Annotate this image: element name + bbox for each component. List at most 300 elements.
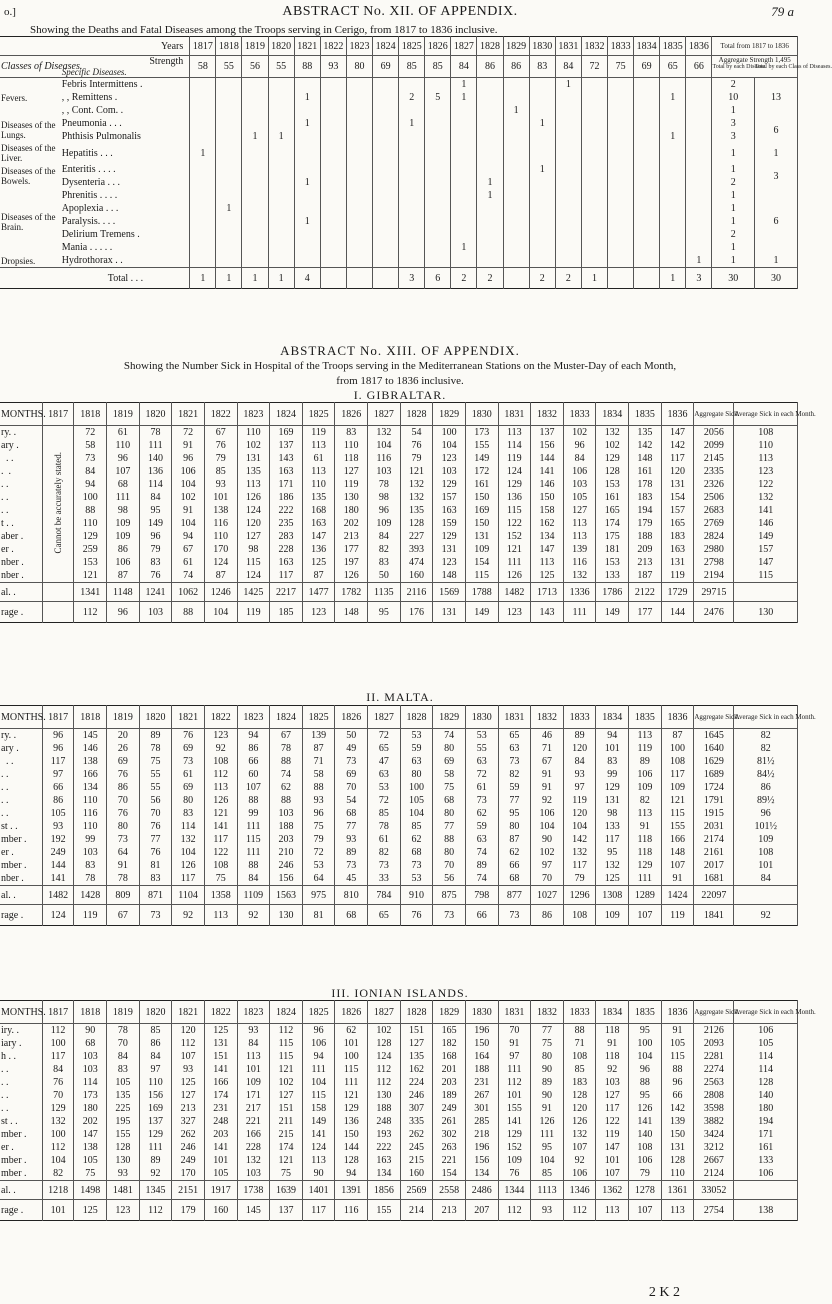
average-value: 123 — [302, 602, 335, 623]
sick-count: 116 — [563, 556, 596, 569]
sick-count: 26 — [107, 742, 140, 755]
sick-count: 110 — [237, 426, 270, 440]
sick-count: 2563 — [694, 1076, 734, 1089]
month-row — [0, 452, 798, 465]
year-header: 1822 — [320, 37, 346, 56]
average-value: 73 — [139, 905, 172, 926]
death-count — [529, 215, 555, 228]
aggregate-row — [0, 583, 798, 602]
sick-count: 61 — [465, 781, 498, 794]
disease-row — [0, 241, 798, 254]
sick-count: 88 — [270, 794, 303, 807]
average-value: 155 — [368, 1200, 401, 1221]
death-count — [425, 104, 451, 117]
year-header: 1820 — [139, 1001, 172, 1024]
sick-count: 75 — [139, 755, 172, 768]
sick-count: 115 — [237, 833, 270, 846]
sick-count: 82 — [734, 742, 798, 755]
sick-count: 129 — [139, 1128, 172, 1141]
sick-count: 150 — [465, 517, 498, 530]
death-count — [346, 143, 372, 163]
month-label: iry. . — [0, 1024, 42, 1038]
death-count — [346, 104, 372, 117]
death-count — [294, 78, 320, 92]
sick-count: 128 — [734, 1076, 798, 1089]
death-count — [660, 228, 686, 241]
sick-count: 129 — [498, 1128, 531, 1141]
death-count — [190, 91, 216, 104]
sick-count: 91 — [107, 859, 140, 872]
sick-count: 121 — [335, 1089, 368, 1102]
sick-count: 111 — [302, 1063, 335, 1076]
death-count — [425, 130, 451, 143]
sick-count: 131 — [204, 1037, 237, 1050]
year-header: 1836 — [686, 37, 712, 56]
sick-count: 94 — [596, 729, 629, 743]
sick-count: 2326 — [694, 478, 734, 491]
death-count — [634, 254, 660, 268]
death-count — [608, 117, 634, 130]
strength-value: 80 — [346, 56, 372, 78]
sick-count: 83 — [172, 807, 205, 820]
death-count — [242, 117, 268, 130]
death-count — [268, 228, 294, 241]
death-count — [581, 91, 607, 104]
sick-count: 141 — [302, 1128, 335, 1141]
sick-count: 83 — [74, 859, 107, 872]
death-count: 1 — [190, 143, 216, 163]
sick-count: 86 — [107, 543, 140, 556]
sick-count: 101½ — [734, 820, 798, 833]
average-value: 130 — [734, 602, 798, 623]
death-count — [660, 176, 686, 189]
year-header: 1833 — [608, 37, 634, 56]
sick-count: 93 — [107, 1167, 140, 1181]
sick-count: 222 — [368, 1141, 401, 1154]
death-count — [660, 215, 686, 228]
sick-count: 76 — [204, 439, 237, 452]
death-count — [529, 143, 555, 163]
death-count — [190, 78, 216, 92]
death-count — [660, 117, 686, 130]
sick-count: 161 — [734, 1141, 798, 1154]
aggregate-value: 1482 — [498, 583, 531, 602]
sick-count: 66 — [42, 781, 74, 794]
death-count — [477, 91, 503, 104]
sick-count: 82 — [498, 768, 531, 781]
death-count — [581, 254, 607, 268]
disease-total: 10 — [712, 91, 755, 104]
sick-count: 101 — [734, 859, 798, 872]
aggregate-value: 1362 — [596, 1181, 629, 1200]
death-count — [242, 254, 268, 268]
total-from-header: Total from 1817 to 1836 — [712, 37, 798, 56]
sick-count: 150 — [531, 491, 564, 504]
sick-count: 127 — [335, 465, 368, 478]
total-value: 2 — [477, 268, 503, 289]
year-header: 1834 — [596, 1001, 629, 1024]
disease-total: 3 — [712, 117, 755, 130]
year-header: 1828 — [400, 403, 433, 426]
sick-count: 77 — [531, 1024, 564, 1038]
year-header: 1820 — [139, 706, 172, 729]
sick-count: 119 — [302, 426, 335, 440]
death-count — [373, 104, 399, 117]
disease-row — [0, 228, 798, 241]
sick-count: 180 — [74, 1102, 107, 1115]
death-count — [190, 176, 216, 189]
death-count — [581, 117, 607, 130]
class-total: 6 — [755, 189, 798, 254]
sick-count: 138 — [74, 1141, 107, 1154]
average-value: 148 — [335, 602, 368, 623]
sick-count: 117 — [661, 452, 694, 465]
average-value: 92 — [237, 905, 270, 926]
sick-count: 72 — [74, 426, 107, 440]
aggregate-label: al. . — [0, 886, 42, 905]
sick-count: 105 — [42, 807, 74, 820]
sick-count: 135 — [400, 504, 433, 517]
sick-count: 194 — [734, 1115, 798, 1128]
sick-count: 87 — [302, 742, 335, 755]
year-header: 1821 — [172, 403, 205, 426]
aggregate-value: 910 — [400, 886, 433, 905]
sick-count: 73 — [74, 452, 107, 465]
sick-count: 106 — [629, 768, 662, 781]
sick-count: 69 — [107, 755, 140, 768]
death-count — [425, 215, 451, 228]
death-count — [634, 202, 660, 215]
sick-count: 111 — [139, 1141, 172, 1154]
sick-count: 95 — [596, 846, 629, 859]
sick-count: 221 — [433, 1154, 466, 1167]
sick-count: 126 — [335, 569, 368, 583]
month-label: . . — [0, 452, 42, 465]
sick-count: 75 — [204, 872, 237, 886]
sick-count: 147 — [596, 1141, 629, 1154]
death-count — [608, 91, 634, 104]
sick-count: 1629 — [694, 755, 734, 768]
month-label: nber . — [0, 569, 42, 583]
sick-count: 2824 — [694, 530, 734, 543]
death-count — [608, 189, 634, 202]
death-count — [346, 254, 372, 268]
sick-count: 174 — [270, 1141, 303, 1154]
sick-count: 147 — [74, 1128, 107, 1141]
death-count — [555, 228, 581, 241]
sick-count: 50 — [335, 729, 368, 743]
average-value: 144 — [661, 602, 694, 623]
average-value: 81 — [302, 905, 335, 926]
death-count — [216, 163, 242, 176]
sick-count: 127 — [237, 530, 270, 543]
year-header: 1832 — [531, 1001, 564, 1024]
sick-count: 90 — [531, 833, 564, 846]
month-label: st . . — [0, 820, 42, 833]
aggregate-cell — [712, 56, 832, 78]
page-number-left: o.] — [4, 6, 16, 18]
sick-count: 111 — [237, 820, 270, 833]
sick-count: 1791 — [694, 794, 734, 807]
sick-count: 73 — [465, 794, 498, 807]
year-header: 1828 — [477, 37, 503, 56]
sick-count: 66 — [237, 755, 270, 768]
sick-count: 151 — [270, 1102, 303, 1115]
sick-count: 149 — [139, 517, 172, 530]
sick-count: 124 — [498, 465, 531, 478]
year-header: 1830 — [529, 37, 555, 56]
month-label: mber . — [0, 1154, 42, 1167]
death-count: 1 — [555, 78, 581, 92]
sick-count: 95 — [498, 807, 531, 820]
average-value: 124 — [42, 905, 74, 926]
sick-count: 2124 — [694, 1167, 734, 1181]
disease-name: Febris Intermittens . — [60, 78, 190, 92]
sick-count: 181 — [596, 543, 629, 556]
death-count — [686, 130, 712, 143]
death-count — [477, 215, 503, 228]
sick-count: 150 — [335, 1128, 368, 1141]
sick-count: 104 — [42, 1154, 74, 1167]
year-header: 1823 — [237, 706, 270, 729]
sick-count: 103 — [74, 1050, 107, 1063]
sick-count: 73 — [107, 833, 140, 846]
month-label: ary . — [0, 439, 42, 452]
disease-name: Enteritis . . . . — [60, 163, 190, 176]
sick-count: 62 — [400, 833, 433, 846]
month-row — [0, 742, 798, 755]
sick-count: 80 — [498, 820, 531, 833]
sick-count: 245 — [400, 1141, 433, 1154]
death-count — [190, 104, 216, 117]
month-label: mber . — [0, 859, 42, 872]
sick-count: 110 — [107, 439, 140, 452]
sick-count: 77 — [139, 833, 172, 846]
death-count — [581, 228, 607, 241]
average-value: 149 — [596, 602, 629, 623]
month-label: . . — [0, 807, 42, 820]
sick-count: 137 — [139, 1115, 172, 1128]
death-count — [608, 254, 634, 268]
total-value — [503, 268, 529, 289]
death-count — [581, 215, 607, 228]
death-count: 1 — [660, 91, 686, 104]
death-count — [608, 78, 634, 92]
sick-count: 61 — [368, 833, 401, 846]
year-header: 1817 — [42, 403, 74, 426]
sick-count: 88 — [563, 1024, 596, 1038]
sick-count: 122 — [204, 846, 237, 859]
year-header: 1827 — [451, 37, 477, 56]
sick-count: 73 — [335, 859, 368, 872]
sick-count: 147 — [531, 543, 564, 556]
death-count — [686, 143, 712, 163]
sick-count: 165 — [661, 517, 694, 530]
sick-count: 127 — [270, 1089, 303, 1102]
sick-count: 171 — [237, 1089, 270, 1102]
sick-count: 151 — [204, 1050, 237, 1063]
total-value: 1 — [190, 268, 216, 289]
month-row — [0, 491, 798, 504]
aggregate-value: 1062 — [172, 583, 205, 602]
sick-count: 164 — [465, 1050, 498, 1063]
sick-count: 75 — [74, 1167, 107, 1181]
year-header: 1824 — [270, 706, 303, 729]
total-value: 2 — [451, 268, 477, 289]
aggregate-value: 1738 — [237, 1181, 270, 1200]
sick-count: 132 — [563, 569, 596, 583]
sick-count: 82 — [629, 794, 662, 807]
sick-count: 121 — [498, 543, 531, 556]
average-value: 92 — [172, 905, 205, 926]
death-count — [555, 176, 581, 189]
sick-count: 129 — [42, 1102, 74, 1115]
sick-count: 91 — [661, 872, 694, 886]
years-label: Years — [60, 37, 190, 56]
disease-row — [0, 189, 798, 202]
sick-count: 168 — [433, 1050, 466, 1063]
death-count — [425, 117, 451, 130]
sick-count: 335 — [400, 1115, 433, 1128]
aggregate-value: 1241 — [139, 583, 172, 602]
sick-count: 102 — [270, 1076, 303, 1089]
death-count — [634, 117, 660, 130]
sick-count: 104 — [368, 439, 401, 452]
sick-count: 119 — [335, 478, 368, 491]
sick-count: 96 — [563, 439, 596, 452]
sick-count: 82 — [368, 846, 401, 859]
death-count — [503, 202, 529, 215]
sick-count: 68 — [400, 846, 433, 859]
death-count — [294, 163, 320, 176]
sick-count: 87 — [107, 569, 140, 583]
sick-count: 128 — [400, 517, 433, 530]
death-count — [660, 254, 686, 268]
average-value: 107 — [629, 1200, 662, 1221]
year-header-row — [0, 706, 798, 729]
aggregate-strength: Aggregate Strength 1,495 — [718, 56, 791, 64]
sick-count: 148 — [661, 846, 694, 859]
sick-count: 121 — [270, 1063, 303, 1076]
year-header: 1817 — [190, 37, 216, 56]
sick-count: 73 — [335, 755, 368, 768]
sick-count: 146 — [734, 517, 798, 530]
sick-count: 74 — [433, 729, 466, 743]
sick-count: 84½ — [734, 768, 798, 781]
death-count: 1 — [477, 176, 503, 189]
sick-count: 132 — [172, 833, 205, 846]
sick-count: 84 — [237, 872, 270, 886]
sick-count: 235 — [270, 517, 303, 530]
total-value: 6 — [425, 268, 451, 289]
page-header — [0, 0, 800, 24]
aggregate-value: 1289 — [629, 886, 662, 905]
death-count — [477, 241, 503, 254]
sick-count: 262 — [172, 1128, 205, 1141]
sick-count: 96 — [42, 742, 74, 755]
death-count — [425, 228, 451, 241]
death-count — [399, 143, 425, 163]
sick-count: 3598 — [694, 1102, 734, 1115]
year-header: 1820 — [268, 37, 294, 56]
death-count — [242, 189, 268, 202]
sick-count: 108 — [734, 846, 798, 859]
sick-count: 1681 — [694, 872, 734, 886]
strength-value: 55 — [216, 56, 242, 78]
year-header: 1825 — [399, 37, 425, 56]
sick-count: 110 — [74, 820, 107, 833]
sick-count: 72 — [302, 846, 335, 859]
month-row — [0, 833, 798, 846]
sick-count: 121 — [204, 807, 237, 820]
aggregate-value: 1336 — [563, 583, 596, 602]
strength-value: 69 — [634, 56, 660, 78]
sick-count: 183 — [629, 491, 662, 504]
aggregate-value: 1109 — [237, 886, 270, 905]
sick-count: 74 — [465, 846, 498, 859]
death-count — [190, 241, 216, 254]
sick-count: 68 — [74, 1037, 107, 1050]
sick-count: 69 — [335, 768, 368, 781]
sick-count: 67 — [172, 543, 205, 556]
sick-count: 115 — [270, 1050, 303, 1063]
death-count — [216, 143, 242, 163]
death-count: 1 — [660, 130, 686, 143]
sick-count: 112 — [368, 1063, 401, 1076]
sick-count: 259 — [74, 543, 107, 556]
sick-count: 215 — [400, 1154, 433, 1167]
abstract-heading: ABSTRACT No. XIII. OF APPENDIX. — [280, 343, 520, 358]
sick-count: 67 — [531, 755, 564, 768]
total-value — [608, 268, 634, 289]
sick-count: 73 — [400, 859, 433, 872]
death-count — [320, 215, 346, 228]
death-count — [399, 104, 425, 117]
disease-row — [0, 176, 798, 189]
sick-count: 262 — [400, 1128, 433, 1141]
sick-count: 148 — [433, 569, 466, 583]
death-count — [634, 215, 660, 228]
sick-count: 171 — [270, 478, 303, 491]
aggregate-value: 871 — [139, 886, 172, 905]
death-count — [451, 228, 477, 241]
death-count — [346, 215, 372, 228]
death-count — [634, 78, 660, 92]
month-row — [0, 1167, 798, 1181]
month-label: mber . — [0, 833, 42, 846]
month-label: . . — [0, 794, 42, 807]
sick-count: 2099 — [694, 439, 734, 452]
average-value: 103 — [139, 602, 172, 623]
sick-count: 128 — [368, 1037, 401, 1050]
total-value: 1 — [660, 268, 686, 289]
disease-class-label: Diseases of the Lungs. — [1, 120, 56, 140]
month-label: . . — [0, 478, 42, 491]
sick-count: 83 — [335, 426, 368, 440]
sick-count: 110 — [74, 517, 107, 530]
disease-row — [0, 202, 798, 215]
sick-count: 165 — [596, 504, 629, 517]
death-count — [425, 254, 451, 268]
sick-count: 302 — [433, 1128, 466, 1141]
death-count: 1 — [268, 130, 294, 143]
death-count — [268, 163, 294, 176]
aggregate-value: 1391 — [335, 1181, 368, 1200]
sick-count: 81½ — [734, 755, 798, 768]
death-count — [529, 189, 555, 202]
sick-count: 146 — [531, 478, 564, 491]
sick-count: 63 — [465, 833, 498, 846]
